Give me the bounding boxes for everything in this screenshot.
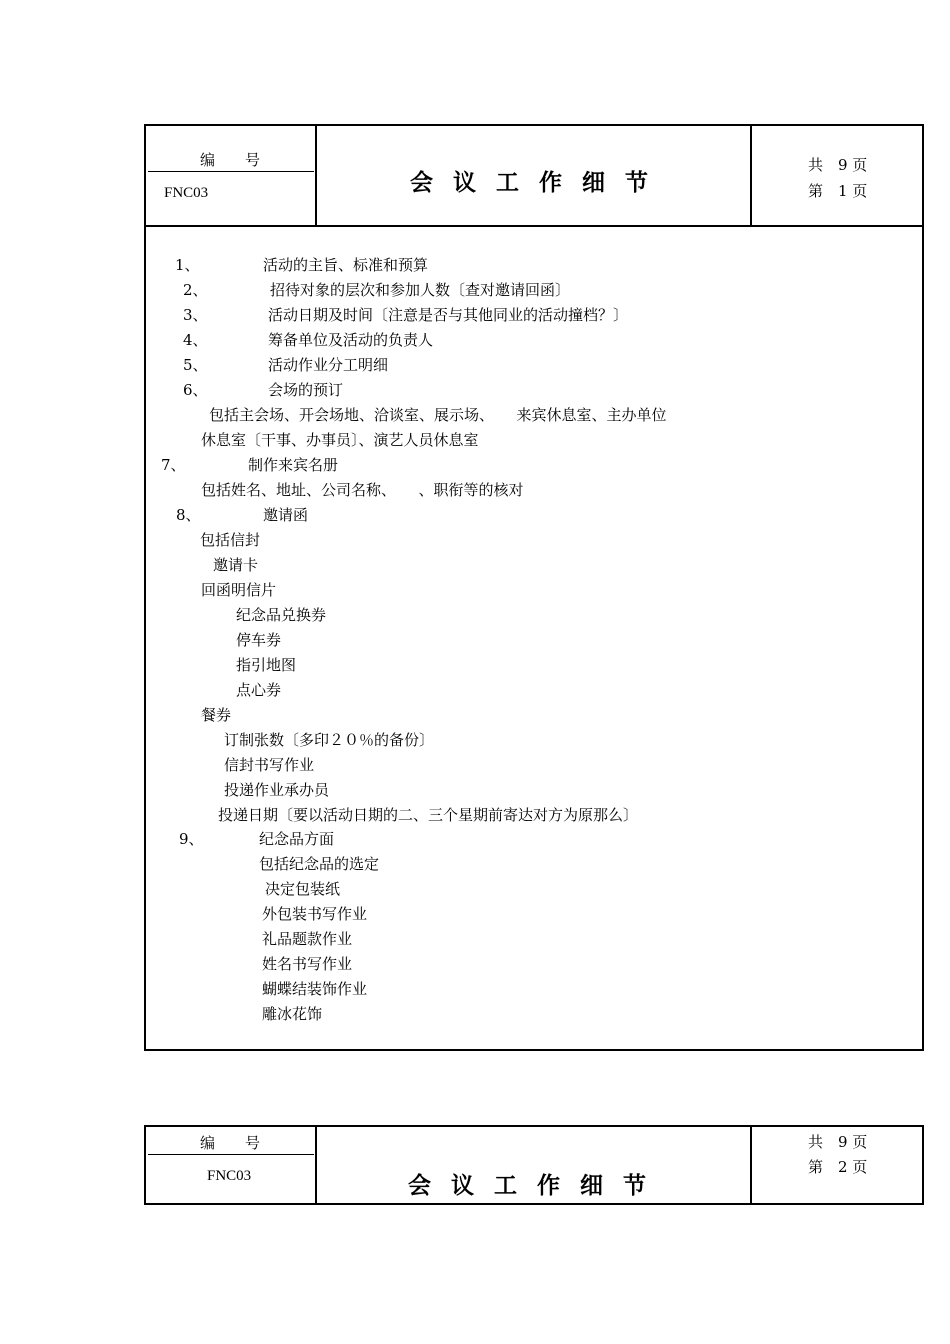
- item-text: 包括姓名、地址、公司名称、 、职衔等的核对: [201, 481, 524, 499]
- page2-title: 会议工作细节: [408, 1173, 666, 1199]
- page1-header-divider-left: [315, 124, 317, 227]
- item-text: 活动日期及时间〔注意是否与其他同业的活动撞档？〕: [268, 306, 629, 324]
- page2-current-page: 第 2 页: [808, 1158, 868, 1176]
- item-text: 包括纪念品的选定: [259, 855, 380, 873]
- item-text: 会场的预订: [268, 381, 344, 399]
- item-text: 包括信封: [200, 531, 261, 549]
- item-text: 筹备单位及活动的负责人: [268, 331, 434, 349]
- page2-code-rule: [148, 1154, 314, 1155]
- item-text: 招待对象的层次和参加人数〔查对邀请回函〕: [270, 281, 571, 299]
- item-text: 餐券: [201, 706, 232, 724]
- item-text: 活动的主旨、标准和预算: [263, 256, 429, 274]
- page1-current-page: 第 1 页: [808, 182, 868, 200]
- item-number: 9、: [179, 830, 204, 848]
- item-text: 纪念品兑换券: [236, 606, 327, 624]
- item-text: 邀请卡: [213, 556, 259, 574]
- item-text: 信封书写作业: [224, 756, 315, 774]
- page1-header-divider-right: [750, 124, 752, 227]
- item-text: 邀请函: [263, 506, 309, 524]
- page1-total-pages: 共 9 页: [808, 156, 868, 174]
- page1-code-rule: [148, 171, 314, 172]
- page1-code-label: 编 号: [200, 151, 261, 169]
- item-number: 5、: [183, 356, 208, 374]
- item-text: 姓名书写作业: [262, 955, 353, 973]
- item-text: 决定包装纸: [265, 880, 341, 898]
- page2-code-label: 编 号: [200, 1134, 261, 1152]
- item-text: 指引地图: [236, 656, 297, 674]
- item-text: 外包装书写作业: [262, 905, 368, 923]
- item-text: 蝴蝶结装饰作业: [262, 980, 368, 998]
- item-text: 点心券: [236, 681, 282, 699]
- item-text: 制作来宾名册: [248, 456, 339, 474]
- item-text: 礼品题款作业: [262, 930, 353, 948]
- item-number: 4、: [183, 331, 208, 349]
- item-number: 7、: [161, 456, 186, 474]
- page1-code-value: FNC03: [164, 185, 209, 201]
- item-number: 1、: [175, 256, 200, 274]
- item-text: 包括主会场、开会场地、洽谈室、展示场、 来宾休息室、主办单位: [209, 406, 667, 424]
- item-number: 8、: [176, 506, 201, 524]
- page2-header-divider-right: [750, 1125, 752, 1205]
- item-number: 2、: [183, 281, 208, 299]
- item-number: 6、: [183, 381, 208, 399]
- item-text: 休息室〔干事、办事员〕、演艺人员休息室: [201, 431, 479, 449]
- item-text: 纪念品方面: [259, 830, 335, 848]
- item-number: 3、: [183, 306, 208, 324]
- page2-header-divider-left: [315, 1125, 317, 1205]
- page1-title: 会议工作细节: [410, 170, 668, 196]
- item-text: 雕冰花饰: [262, 1005, 323, 1023]
- item-text: 停车券: [236, 631, 282, 649]
- item-text: 活动作业分工明细: [268, 356, 389, 374]
- page1-header-bottom-rule: [144, 225, 924, 227]
- item-text: 订制张数〔多印２０％的备份〕: [224, 731, 435, 749]
- page2-total-pages: 共 9 页: [808, 1133, 868, 1151]
- item-text: 回函明信片: [201, 581, 277, 599]
- item-text: 投递作业承办员: [224, 781, 330, 799]
- item-text: 投递日期〔要以活动日期的二、三个星期前寄达对方为原那么〕: [218, 806, 639, 824]
- page2-code-value: FNC03: [207, 1168, 252, 1184]
